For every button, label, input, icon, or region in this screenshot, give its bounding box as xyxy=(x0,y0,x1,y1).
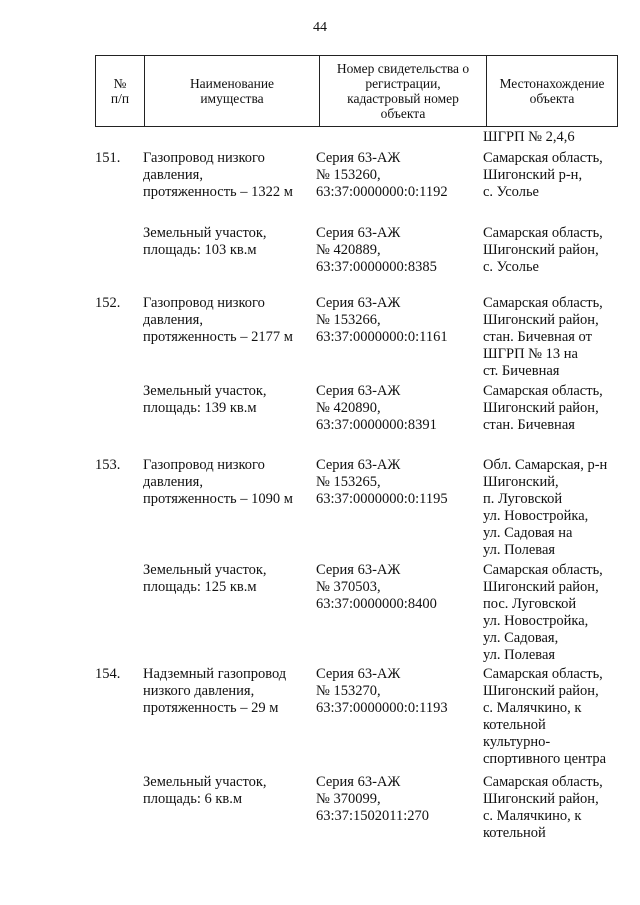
row-number: 154. xyxy=(95,666,121,682)
property-name: Газопровод низкого давления, протяженность – 1322 м xyxy=(143,150,293,200)
property-location: Обл. Самарская, р-н Шигонский, п. Луговской ул. Новостройка, ул. Садовая на ул. Полевая xyxy=(483,457,608,558)
property-location: Самарская область, Шигонский район, с. Малячкино, к котельной культурно- спортивного центра xyxy=(483,666,607,767)
property-name: Земельный участок, площадь: 139 кв.м xyxy=(143,383,267,416)
table-row xyxy=(0,225,640,295)
header-col-name: Наименование имущества xyxy=(145,56,320,127)
row-number: 153. xyxy=(95,457,121,473)
table-row xyxy=(0,774,640,844)
header-col-number: № п/п xyxy=(96,56,145,127)
property-location: Самарская область, Шигонский район, стан. Бичевная от ШГРП № 13 на ст. Бичевная xyxy=(483,295,603,379)
table-row xyxy=(0,562,640,666)
table-row xyxy=(0,383,640,457)
table-header xyxy=(95,55,618,127)
table-body xyxy=(0,150,640,844)
property-name: Земельный участок, площадь: 103 кв.м xyxy=(143,225,267,258)
registration-number: Серия 63-АЖ № 153266, 63:37:0000000:0:1161 xyxy=(316,295,448,345)
registration-number: Серия 63-АЖ № 153270, 63:37:0000000:0:1193 xyxy=(316,666,448,716)
header-col-registration: Номер свидетельства о регистрации, кадастровый номер объекта xyxy=(320,56,487,127)
property-name: Надземный газопровод низкого давления, протяженность – 29 м xyxy=(143,666,287,716)
property-location: Самарская область, Шигонский район, с. Усолье xyxy=(483,225,603,275)
property-location: Самарская область, Шигонский район, с. Малячкино, к котельной xyxy=(483,774,603,841)
property-location: Самарская область, Шигонский р-н, с. Усолье xyxy=(483,150,603,200)
header-col-location: Местонахождение объекта xyxy=(487,56,618,127)
property-name: Земельный участок, площадь: 6 кв.м xyxy=(143,774,267,807)
page-number: 44 xyxy=(313,20,327,35)
registration-number: Серия 63-АЖ № 370099, 63:37:1502011:270 xyxy=(316,774,430,824)
table-row xyxy=(0,457,640,562)
row-number: 152. xyxy=(95,295,121,311)
continued-location: ШГРП № 2,4,6 xyxy=(483,129,575,145)
property-location: Самарская область, Шигонский район, пос. Луговской ул. Новостройка, ул. Садовая, ул. Полевая xyxy=(483,562,603,663)
table-row xyxy=(0,150,640,225)
table-row xyxy=(0,295,640,383)
registration-number: Серия 63-АЖ № 370503, 63:37:0000000:8400 xyxy=(316,562,437,612)
registration-number: Серия 63-АЖ № 420889, 63:37:0000000:8385 xyxy=(316,225,437,275)
registration-number: Серия 63-АЖ № 420890, 63:37:0000000:8391 xyxy=(316,383,437,433)
row-number: 151. xyxy=(95,150,121,166)
registration-number: Серия 63-АЖ № 153260, 63:37:0000000:0:1192 xyxy=(316,150,448,200)
property-name: Газопровод низкого давления, протяженность – 1090 м xyxy=(143,457,293,507)
property-name: Земельный участок, площадь: 125 кв.м xyxy=(143,562,267,595)
registration-number: Серия 63-АЖ № 153265, 63:37:0000000:0:1195 xyxy=(316,457,448,507)
property-name: Газопровод низкого давления, протяженность – 2177 м xyxy=(143,295,293,345)
table-row xyxy=(0,666,640,774)
property-location: Самарская область, Шигонский район, стан. Бичевная xyxy=(483,383,603,433)
